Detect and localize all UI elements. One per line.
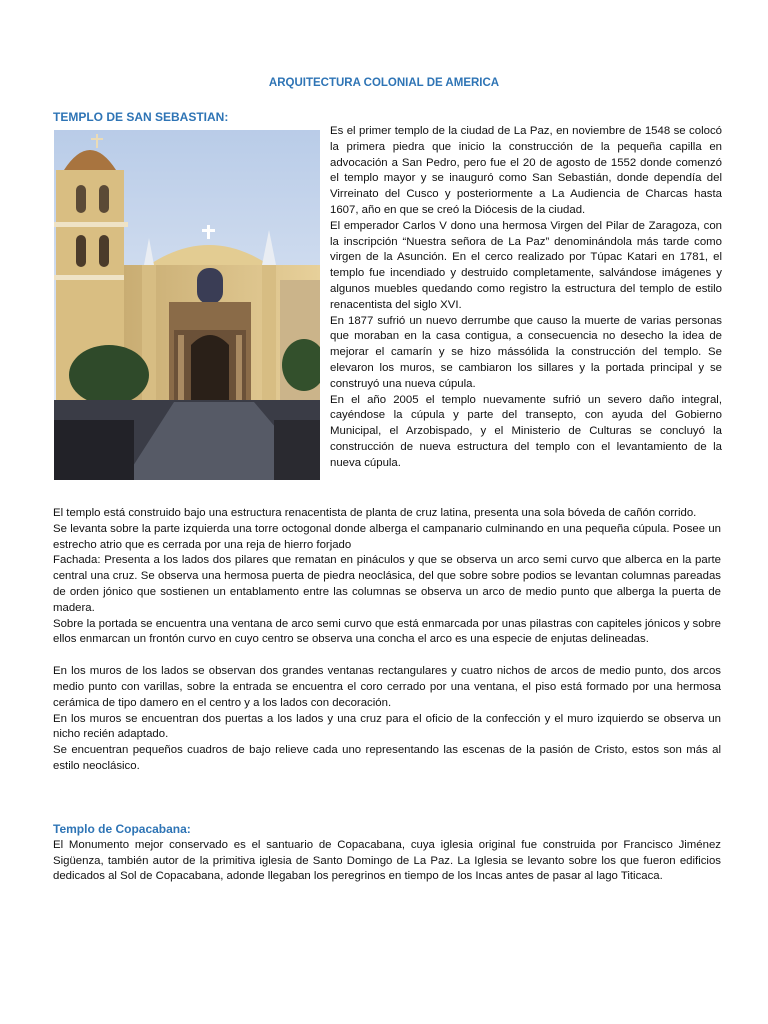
paragraph: El templo está construido bajo una estructura renacentista de planta de cruz latina, presenta una sola bóveda de cañón corrido. (53, 507, 697, 519)
paragraph: El emperador Carlos V dono una hermosa Virgen del Pilar de Zaragoza, con la inscripción “Nuestra señora de La Paz” denominándola más tarde como virgen de la Asunción. En el cerco realizado por Túpac Katari en 1781, el templo fue incendiado y destruido completamente, salvándose imágenes y algunos muebles quedando como registro la estructura del templo de estilo renacentista del siglo XVI. (330, 219, 722, 311)
paragraph: Es el primer templo de la ciudad de La Paz, en noviembre de 1548 se colocó la primera piedra que inicio la construcción de la pequeña capilla en advocación a San Pedro, pero fue el 20 de agosto de 1552 donde comenzó el templo mayor y se inauguró como San Sebastián, donde dependía del Virreinato del Cusco y posteriormente a La Audiencia de Charcas hasta 1607, año en que se creó la Diócesis de la ciudad. (330, 125, 722, 216)
paragraph: En 1877 sufrió un nuevo derrumbe que causo la muerte de varias personas que moraban en la casa contigua, a consecuencia no desecho la idea de mejorar el camarín y se hizo mássólida la construcción del templo. Se elevaron los muros, se cambiaron los sillares y la portada principal y se construyó una nueva cúpula. (330, 314, 722, 390)
church-illustration (54, 130, 320, 480)
paragraph: Fachada: Presenta a los lados dos pilares que rematan en pináculos y que se observa un arco semi curvo que alberca en la parte central una cruz. Se observa una hermosa puerta de piedra neoclásica, del que sobre sobre podios se levantan columnas pareadas de orden jónico que sostienen un entablamento entre las columnas se observa un arco de medio punto que alberga la puerta de madera. (53, 554, 721, 614)
san-sebastian-history-text (330, 124, 722, 472)
paragraph: En los muros se encuentran dos puertas a los lados y una cruz para el oficio de la confección y el muro izquierdo se observa un nicho recién adaptado. (53, 712, 721, 741)
san-sebastian-description (53, 506, 721, 775)
paragraph: El Monumento mejor conservado es el santuario de Copacabana, cuya iglesia original fue construida por Francisco Jiménez Sigüenza, también autor de la primitiva iglesia de Santo Domingo de La Paz. La Iglesia se levanto sobre los que fueron edificios dedicados al Sol de Copacabana, adonde llegaban los peregrinos en tiempo de los Incas antes de pasar al lago Titicaca. (53, 838, 721, 883)
paragraph: En los muros de los lados se observan dos grandes ventanas rectangulares y cuatro nichos de arcos de medio punto, dos arcos medio punto con varillas, sobre la entrada se encuentra el coro cerrado por una ventana, el piso está formado por una hermosa cerámica de tipo damero en el centro y a los lados con decoración. (53, 665, 721, 709)
church-photo (54, 130, 320, 480)
paragraph: En el año 2005 el templo nuevamente sufrió un severo daño integral, cayéndose la cúpula y parte del transepto, con ayuda del Gobierno Municipal, el Arzobispado, y el Ministerio de Culturas se concluyó la construcción de nueva estructura del templo con el levantamiento de la nueva cúpula. (330, 393, 722, 469)
paragraph-gap (53, 648, 721, 664)
paragraph: Se levanta sobre la parte izquierda una torre octogonal donde alberga el campanario culminando en una pequeña cúpula. Posee un estrecho atrio que es cerrada por una reja de hierro forjado (53, 522, 721, 551)
paragraph: Se encuentran pequeños cuadros de bajo relieve cada uno representando las escenas de la pasión de Cristo, estos son más al estilo neoclásico. (53, 744, 721, 772)
section-heading-san-sebastian: TEMPLO DE SAN SEBASTIAN: (53, 110, 229, 124)
section-heading-copacabana: Templo de Copacabana: (53, 822, 191, 836)
paragraph: Sobre la portada se encuentra una ventana de arco semi curvo que está enmarcada por unas pilastras con capiteles jónicos y sobre ellos enmarcan un frontón curvo en cuyo centro se observa una concha el arco es una especie de enjutas delineadas. (53, 617, 721, 646)
copacabana-section (53, 822, 721, 885)
document-title: ARQUITECTURA COLONIAL DE AMERICA (268, 77, 500, 89)
